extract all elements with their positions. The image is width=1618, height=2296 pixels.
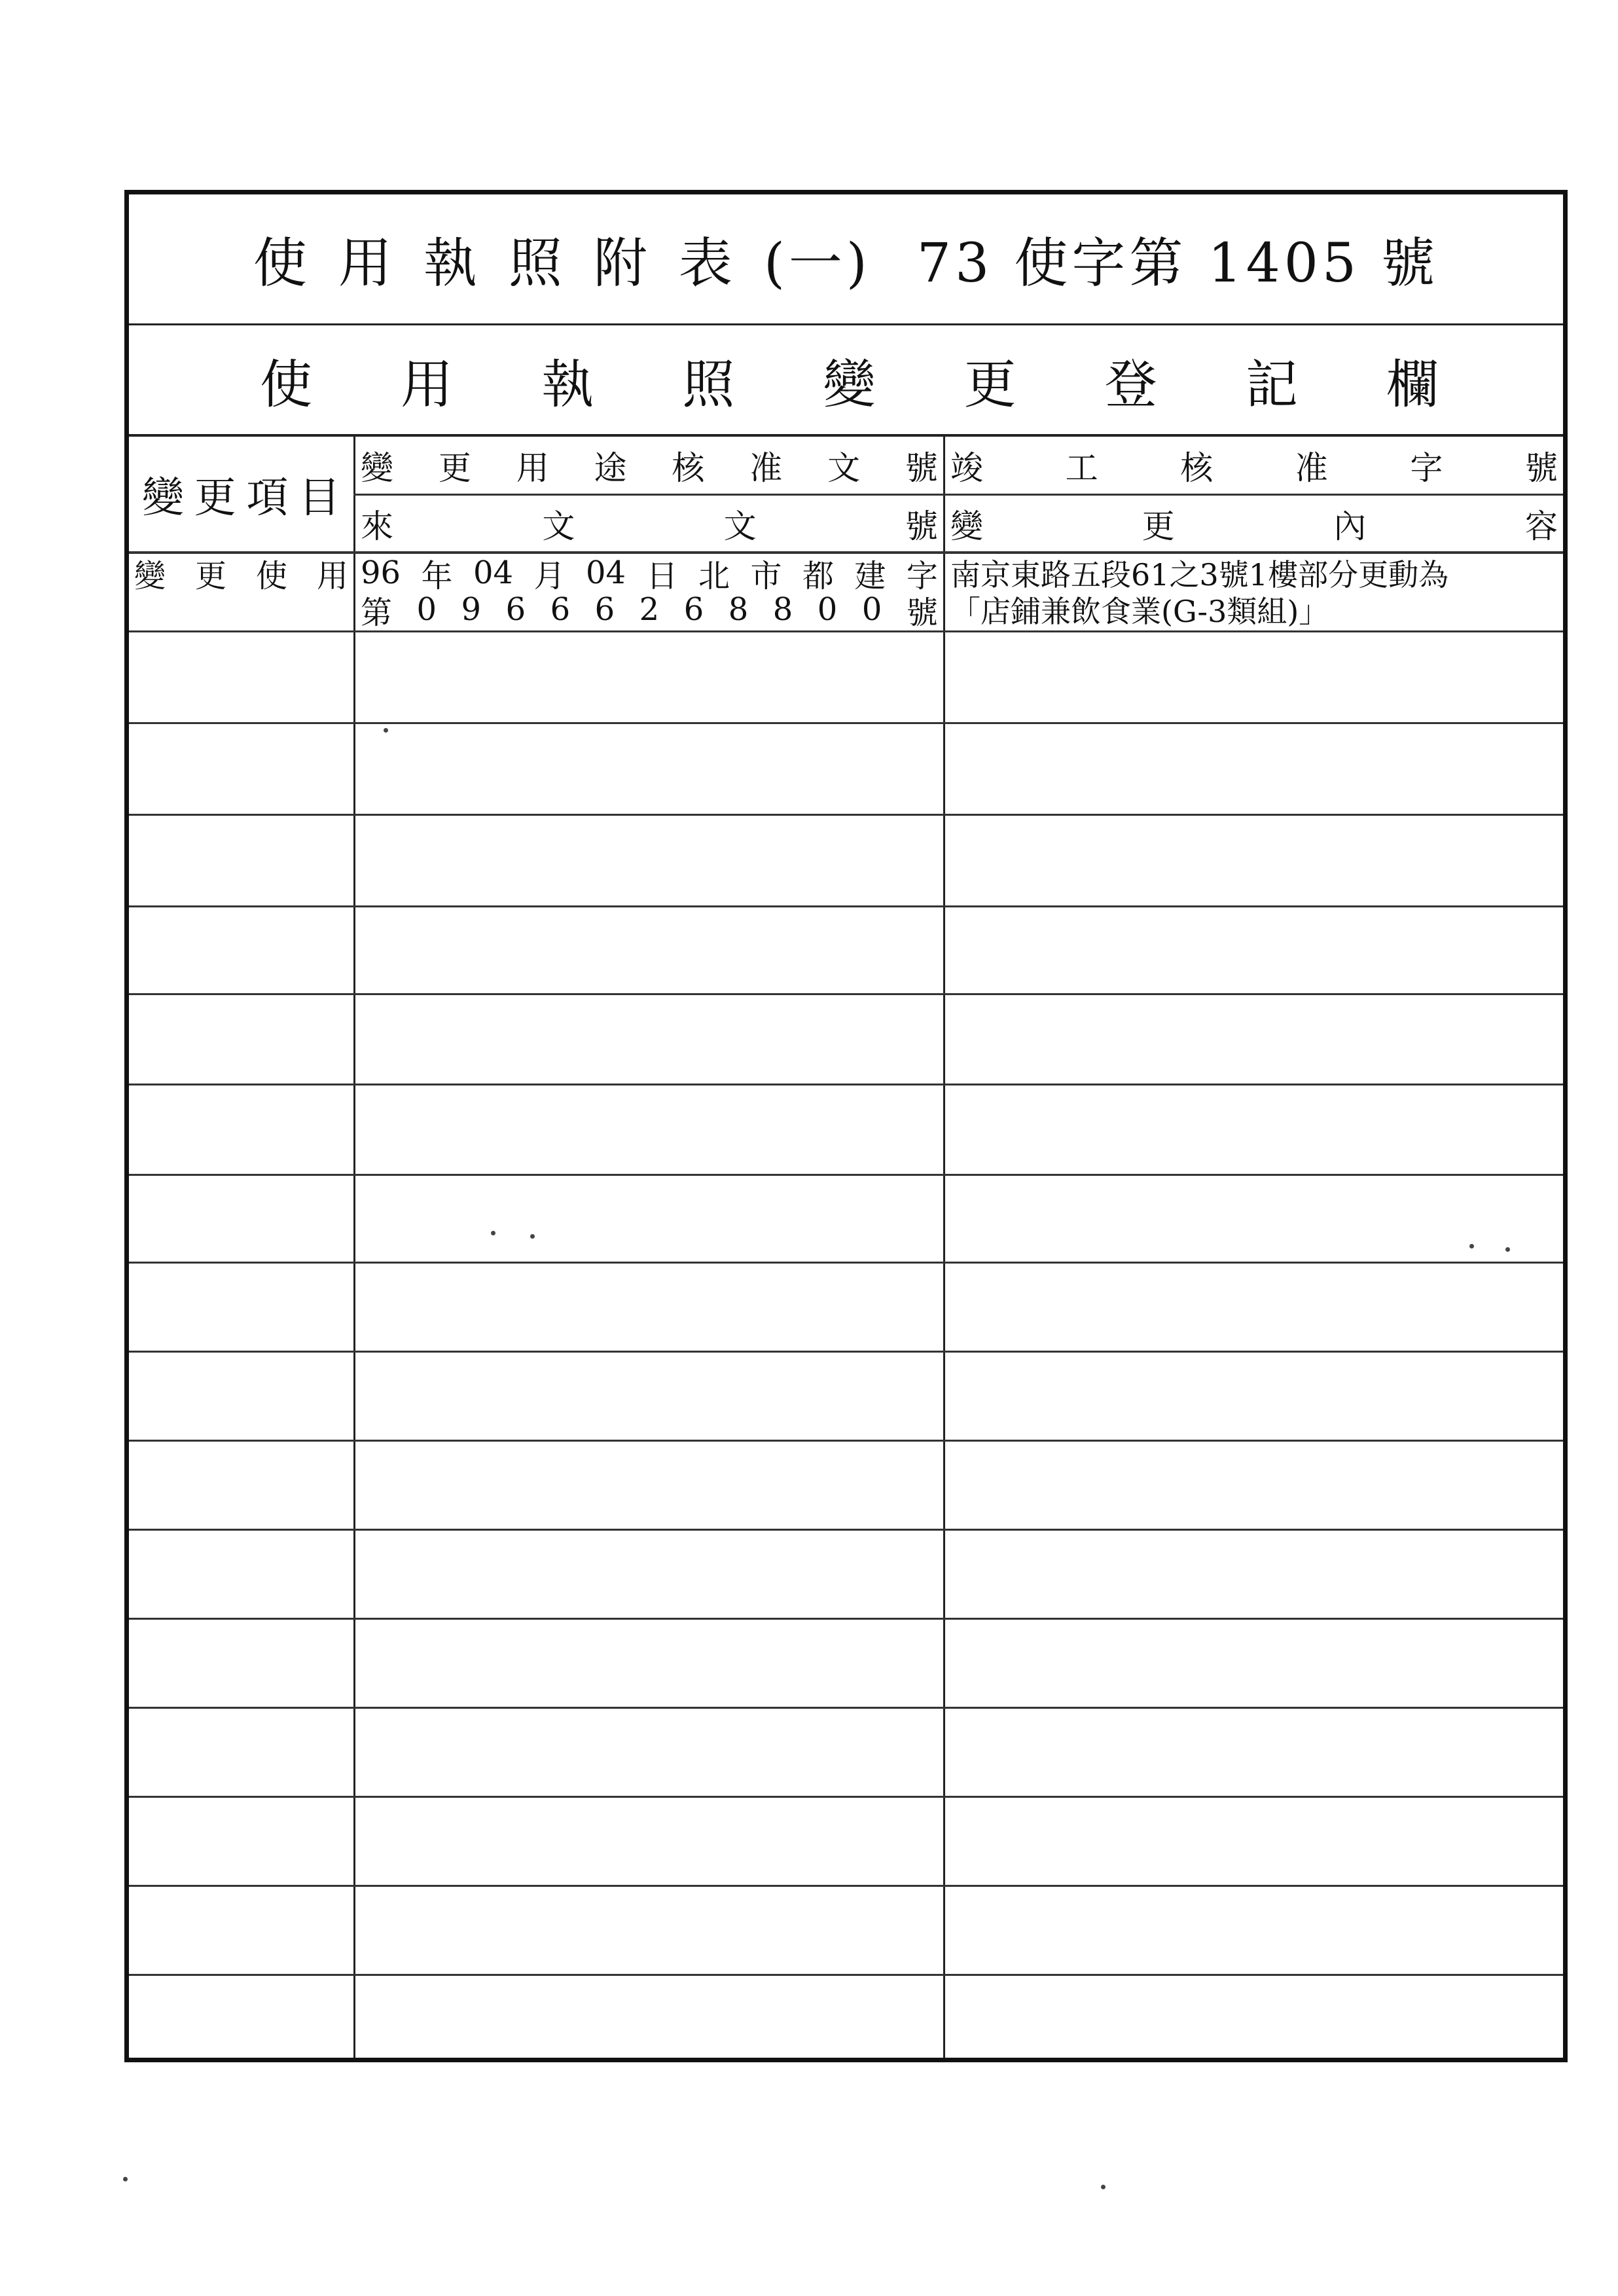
subtitle-char: 用 [401,354,454,415]
row-line [129,1885,1563,1887]
doc-token: 2 [639,591,660,628]
header-char: 字 [1410,448,1443,487]
doc-token: 北 [698,557,730,594]
header-char: 更 [438,448,471,487]
row-line [129,1440,1563,1442]
header-char: 准 [749,448,783,487]
header-change-item [129,437,353,551]
scan-speck [530,1234,535,1239]
header-char: 更 [1142,507,1175,545]
header-char: 用 [516,448,549,487]
column-divider [943,437,945,2058]
doc-token: 0 [416,591,437,628]
title-suffix: (一) [763,232,871,295]
doc-token: 第 [361,594,393,631]
subtitle-char: 登 [1104,354,1157,415]
doc-token: 04 [586,555,626,591]
title-char: 用 [338,232,423,295]
header-char: 文 [723,507,757,545]
header-char: 內 [1333,507,1367,545]
header-completion-approval-number [945,437,1563,494]
subtitle-char: 記 [1245,354,1298,415]
doc-token: 都 [802,557,834,594]
row-line [129,905,1563,907]
doc-token: 年 [421,557,453,594]
header-char: 來 [361,507,393,545]
row-line [129,1618,1563,1620]
doc-token: 6 [505,591,526,628]
row-line [129,1351,1563,1353]
page-subtitle [129,325,1563,437]
row-line [129,814,1563,816]
doc-token: 建 [854,557,886,594]
header-char: 准 [1295,448,1328,487]
header-split-line [353,494,1563,496]
scan-speck [1469,1244,1474,1248]
header-char: 工 [1065,448,1098,487]
doc-token: 04 [473,555,514,591]
header-char: 號 [905,448,938,487]
scan-speck [1101,2185,1106,2189]
doc-token: 字 [906,557,938,594]
header-char: 變 [950,507,983,545]
header-char: 途 [594,448,627,487]
row-line [129,722,1563,724]
row-line [129,630,1563,632]
title-chars [253,221,764,297]
doc-token: 月 [533,557,566,594]
doc-token: 市 [750,557,782,594]
scan-speck [1505,1247,1510,1252]
row-1-item [129,555,353,594]
subtitle-char: 執 [541,354,594,415]
header-char: 竣 [950,448,983,487]
row-line [129,1974,1563,1976]
header-char: 號 [1524,448,1558,487]
header-char: 變 [142,473,184,522]
row-1-doc-line-1 [355,555,943,594]
row-1-content-line-1: 南京東路五段61之3號1樓部分更動為 [950,557,1449,592]
header-char: 核 [1180,448,1214,487]
item-char: 使 [255,557,287,594]
header-char: 項 [246,473,289,522]
title-char: 使 [253,232,338,295]
row-line [129,1084,1563,1085]
row-line [129,1262,1563,1264]
header-char: 核 [672,448,705,487]
doc-token: 號 [906,594,938,631]
permit-number: 73 使字第 1405 號 [916,232,1439,295]
registration-table [129,437,1563,2058]
row-line [129,993,1563,995]
item-char: 變 [134,557,166,594]
title-char: 執 [423,232,509,295]
header-char: 容 [1524,507,1558,545]
doc-token: 0 [817,591,838,628]
header-char: 號 [905,507,938,545]
doc-token: 9 [461,591,482,628]
header-change-content [945,496,1563,551]
title-char: 附 [593,232,679,295]
subtitle-char: 照 [682,354,735,415]
title-char: 表 [678,232,764,295]
doc-token: 6 [550,591,571,628]
page-title [129,194,1563,325]
row-line [129,1796,1563,1798]
scan-speck [123,2177,128,2181]
doc-token: 0 [861,591,882,628]
header-char: 文 [827,448,861,487]
row-line [129,1174,1563,1176]
subtitle-char: 使 [260,354,312,415]
subtitle-char: 更 [963,354,1016,415]
doc-token: 日 [646,557,678,594]
row-1-content-line-2: 「店鋪兼飲食業(G-3類組)」 [950,594,1329,629]
doc-token: 8 [728,591,749,628]
row-line [129,1707,1563,1709]
header-char: 變 [361,448,393,487]
header-char: 文 [542,507,575,545]
item-char: 更 [194,557,226,594]
scan-speck [384,728,388,733]
permit-table-frame [124,190,1568,2062]
doc-token: 6 [683,591,704,628]
subtitle-char: 欄 [1386,354,1439,415]
doc-token: 8 [772,591,793,628]
doc-token: 6 [594,591,615,628]
header-char: 更 [194,473,236,522]
row-line [129,1529,1563,1531]
doc-token: 96 [361,555,401,591]
subtitle-char: 變 [823,354,876,415]
header-approval-doc-number [355,437,943,494]
column-divider [353,437,355,2058]
header-char: 目 [298,473,340,522]
item-char: 用 [316,557,348,594]
scan-speck [491,1231,495,1235]
row-1-doc-line-2 [355,591,943,631]
header-incoming-doc-number [355,496,943,551]
title-char: 照 [508,232,594,295]
